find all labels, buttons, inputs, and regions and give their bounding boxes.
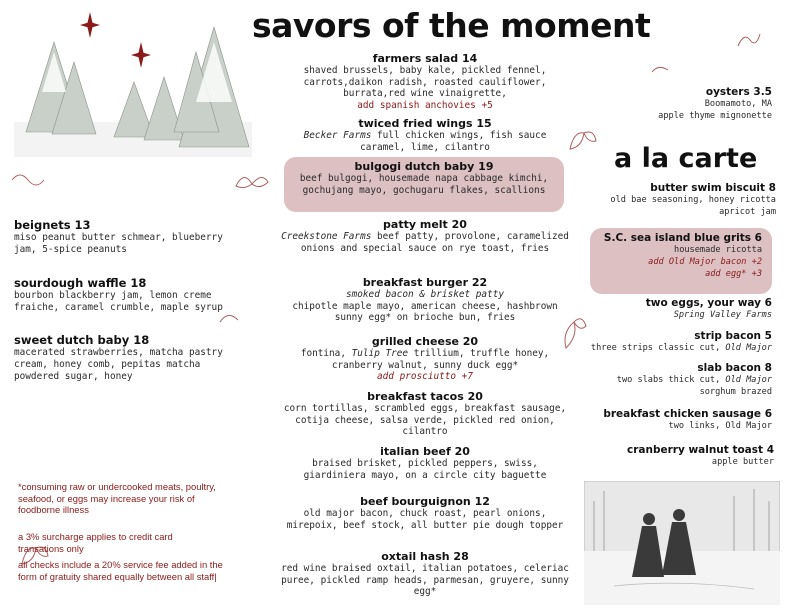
menu-item-sweet-dutch-baby [14,333,246,383]
raw-food-notice: *consuming raw or undercooked meats, poultry, seafood, or eggs may increase your risk of foodborne illness [18,481,216,515]
dish-description: beef patty, provolone, caramelized onions and special sauce on rye toast, fries [300,231,569,254]
swirl-icon [10,170,46,192]
dish-description: old bae seasoning, honey ricotta [610,195,776,205]
dish-description: shaved brussels, baby kale, pickled fennel, carrots,daikon radish, roasted cauliflower, burrata,red wine vinaigrette, [303,65,547,99]
dish-farm: Old Major [725,343,772,353]
dish-name: oxtail hash 28 [381,550,469,563]
dish-name: S.C. sea island blue grits 6 [603,232,762,244]
dish-description: macerated strawberries, matcha pastry cream, honey comb, pepitas matcha powdered sugar, honey [14,347,223,382]
dish-description: apple butter [711,457,774,467]
dish-description: housemade ricotta [674,245,762,255]
dish-name: bulgogi dutch baby 19 [354,160,494,173]
menu-item-patty-melt [280,218,570,254]
menu-item-breakfast-tacos [280,390,570,438]
menu-item-farmers-salad [280,52,570,111]
dish-description: three strips classic cut, [590,343,726,353]
dish-description: apricot jam [719,207,776,217]
dish-name: twiced fried wings 15 [358,117,492,130]
menu-item-grilled-cheese [276,335,574,383]
dish-farm: Spring Valley Farms [673,310,772,320]
menu-item-oysters [590,86,772,122]
dish-description: chipotle maple mayo, american cheese, hashbrown sunny egg* on brioche bun, fries [292,300,558,323]
dish-name: farmers salad 14 [372,52,478,65]
leaf-icon [566,125,600,155]
menu-item-chicken-sausage [590,408,772,432]
menu-item-bulgogi [284,157,564,212]
leaf-icon [232,166,272,196]
dish-description: corn tortillas, scrambled eggs, breakfast sausage, cotija cheese, salsa verde, pickled red onion, cilantro [283,403,567,437]
dish-addon: add Old Major bacon +2 [648,257,762,267]
dish-addon: add prosciutto +7 [377,371,473,382]
service-fee-notice: all checks include a 20% service fee added in the form of gratuity shared equally between all staff| [18,559,223,582]
swirl-icon [736,30,762,50]
menu-item-sourdough-waffle [14,276,246,314]
dish-description: bourbon blackberry jam, lemon creme fraiche, caramel crumble, maple syrup [14,290,223,313]
menu-item-beignets [14,218,244,256]
swirl-icon [650,62,670,76]
dish-farm: Old Major [725,375,772,385]
dish-name: grilled cheese 20 [371,335,479,348]
menu-item-two-eggs [590,297,772,321]
dish-name: beignets 13 [14,218,91,232]
dish-description: two links, Old Major [668,421,772,431]
a-la-carte-title: a la carte [614,143,758,174]
menu-item-strip-bacon [560,330,772,354]
dish-name: strip bacon 5 [694,330,772,342]
dish-name: butter swim biscuit 8 [650,182,776,194]
dish-name: beef bourguignon 12 [360,495,490,508]
dish-description: sorghum brazed [699,387,772,397]
dish-name: italian beef 20 [380,445,470,458]
dish-description: braised brisket, pickled peppers, swiss, giardiniera mayo, on a circle city baguette [303,458,547,481]
menu-item-italian-beef [280,445,570,481]
dish-addon: add egg* +3 [705,269,762,279]
dish-name: two eggs, your way 6 [645,297,772,309]
sparkle-icon [131,42,151,68]
dish-farm: Becker Farms [303,130,372,141]
dish-description: miso peanut butter schmear, blueberry jam, 5-spice peanuts [14,232,223,255]
menu-item-breakfast-burger [280,276,570,324]
surcharge-notice: a 3% surcharge applies to credit card transations only [18,531,173,554]
dish-description: red wine braised oxtail, italian potatoes, celeriac puree, pickled ramp heads, parmesan, gruyere, sunny egg* [281,563,569,597]
ice-skaters-illustration [584,481,780,605]
sparkle-icon [80,12,100,38]
dish-name: sweet dutch baby 18 [14,333,150,347]
dish-name: cranberry walnut toast 4 [626,444,774,456]
dish-description: apple thyme mignonette [658,111,772,121]
dish-description: two slabs thick cut, [616,375,726,385]
dish-addon: add spanish anchovies +5 [357,99,493,111]
menu-item-blue-grits [590,228,772,294]
menu-title: savors of the moment [252,6,651,45]
menu-item-butter-swim-biscuit [590,182,776,218]
dish-name: breakfast chicken sausage 6 [603,408,772,420]
dish-description: full chicken wings, fish sauce caramel, lime, cilantro [360,130,547,153]
dish-farm: Tulip Tree [351,348,409,359]
dish-subtitle: smoked bacon & brisket patty [345,289,505,300]
dish-name: oysters 3.5 [705,86,772,98]
dish-description: trillium, truffle honey, cranberry walnut, sunny duck egg* [331,348,550,371]
dish-origin: Boomamoto, MA [704,99,772,109]
menu-item-wings [280,117,570,153]
dish-name: patty melt 20 [383,218,467,231]
dish-name: slab bacon 8 [697,362,772,374]
dish-name: breakfast burger 22 [362,276,488,289]
dish-farm: Creekstone Farms [281,231,372,242]
menu-item-walnut-toast [590,444,774,468]
dish-description: fontina, [300,348,352,359]
menu-item-oxtail-hash [272,550,578,598]
menu-item-slab-bacon [590,362,772,398]
menu-item-beef-bourguignon [280,495,570,531]
dish-description: beef bulgogi, housemade napa cabbage kimchi, gochujang mayo, gochugaru flakes, scallions [299,173,549,196]
dish-description: old major bacon, chuck roast, pearl onions, mirepoix, beef stock, all butter pie dough topper [286,508,564,531]
dish-name: sourdough waffle 18 [14,276,147,290]
dish-name: breakfast tacos 20 [367,390,483,403]
